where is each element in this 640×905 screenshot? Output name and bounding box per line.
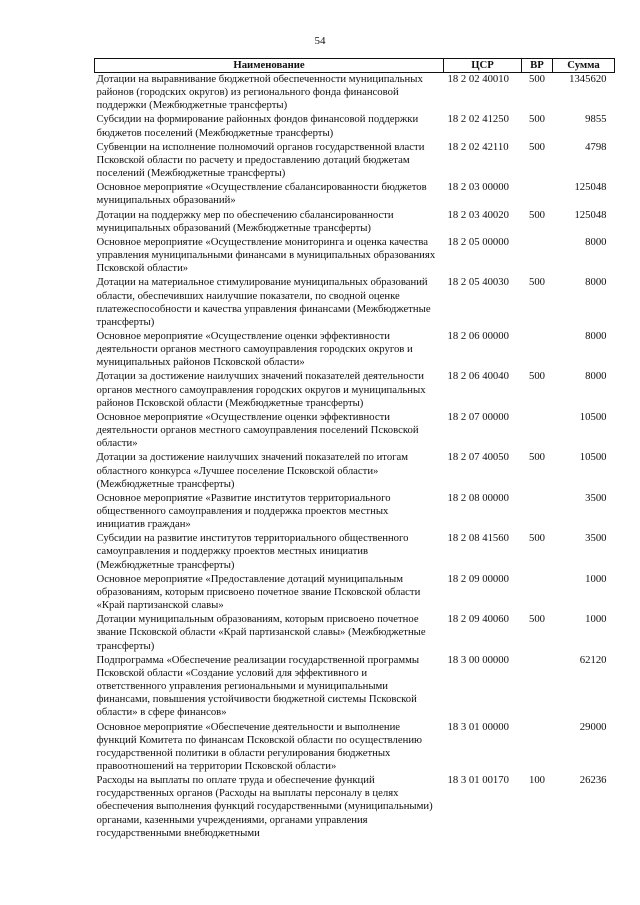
row-sum: 29000 [579,720,607,733]
row-code: 18 3 01 00170 [447,774,509,787]
row-name: Расходы на выплаты по оплате труда и обеспечение функций государственных органов (Расходы на выплаты персоналу в целях обеспечения выполнения функций государственными (муниципальными) органами, казенными учреждениями, органами управления государственными внебюджетными [96,774,433,839]
table-row [95,113,615,140]
row-name: Основное мероприятие «Осуществление оценки эффективности деятельности органов местного самоуправления поселений Псковской области» [96,410,419,450]
row-code: 18 2 09 00000 [447,572,509,585]
page-number: 54 [314,35,326,47]
row-vr: 500 [528,370,546,383]
row-sum: 62120 [579,653,607,666]
row-sum: 10500 [579,410,607,423]
row-vr: 500 [528,208,546,221]
row-code: 18 2 02 41250 [447,113,509,126]
row-name: Дотации за достижение наилучших значений показателей по итогам областного конкурса «Лучшее поселение Псковской области» (Межбюджетные трансферты) [96,451,409,490]
row-vr: 500 [528,113,546,126]
row-name: Субвенции на исполнение полномочий органов государственной власти Псковской области по расчету и предоставлению дотаций бюджетам поселений (Межбюджетные трансферты) [96,140,425,180]
table-header-row [95,59,615,73]
table-body [95,73,615,841]
row-name: Основное мероприятие «Развитие институтов территориального общественного самоуправления и поддержка проектов местных инициатив граждан» [96,491,391,531]
row-name: Основное мероприятие «Обеспечение деятельности и выполнение функций Комитета по финансам Псковской области по осуществлению государственной политики в области регулирования бюджетных правоотношений на территории Псковской области» [96,720,423,772]
table-row [95,181,615,208]
row-sum: 3500 [585,491,607,504]
row-vr [522,181,553,208]
row-code: 18 2 02 40010 [447,73,509,85]
row-name: Дотации на поддержку мер по обеспечению сбалансированности муниципальных образований (Межбюджетные трансферты) [96,208,394,234]
row-sum: 10500 [579,451,607,464]
row-code: 18 3 01 00000 [447,720,509,733]
row-vr [522,654,553,721]
row-sum: 1000 [585,572,607,585]
column-header-vr: ВР [522,59,553,73]
row-sum: 8000 [585,329,607,342]
row-sum: 8000 [585,276,607,289]
row-code: 18 2 05 40030 [447,276,509,289]
row-name: Основное мероприятие «Предоставление дотаций муниципальным образованиям, которым присвоено почетное звание Псковской области «Край партизанской славы» [96,572,421,612]
row-code: 18 2 07 00000 [447,410,509,423]
row-sum: 1000 [585,613,607,626]
row-name: Дотации на выравнивание бюджетной обеспеченности муниципальных районов (городских округов) из регионального фонда финансовой поддержки (Межбюджетные трансферты) [96,73,423,112]
table-row [95,370,615,410]
row-vr: 500 [528,140,546,153]
row-code: 18 3 00 00000 [447,653,509,666]
row-vr: 100 [528,774,546,787]
table-row [95,276,615,330]
row-name: Дотации муниципальным образованиям, которым присвоено почетное звание Псковской области «Край партизанской славы» (Межбюджетные трансферты) [96,613,426,652]
row-name: Дотации за достижение наилучших значений показателей деятельности органов местного самоуправления городских округов и муниципальных районов Псковской области (Межбюджетные трансферты) [96,370,426,409]
row-vr [522,411,553,451]
row-name: Субсидии на формирование районных фондов финансовой поддержки бюджетов поселений (Межбюджетные трансферты) [96,113,419,139]
table-row [95,141,615,181]
row-vr: 500 [528,532,546,545]
row-name: Субсидии на развитие институтов территориального общественного самоуправления и поддержку проектов местных инициатив (Межбюджетные трансферты) [96,532,409,571]
column-header-code: ЦСР [444,59,522,73]
row-code: 18 2 02 42110 [447,140,509,153]
table-row [95,451,615,491]
row-sum: 3500 [585,532,607,545]
table-row [95,330,615,370]
table-row [95,492,615,532]
row-name: Подпрограмма «Обеспечение реализации государственной программы Псковской области «Создание условий для эффективного и ответственного управления региональными и муниципальными финансами, повышения устойчивости бюджетной системы Псковской области» в сфере финансов» [96,653,420,719]
row-name: Дотации на материальное стимулирование муниципальных образований области, обеспечивших наилучшие показатели, по сводной оценке платежеспособности и качества управления финансами (Межбюджетные трансферты) [96,276,431,328]
table-row [95,721,615,775]
row-sum: 9855 [585,113,607,126]
row-name: Основное мероприятие «Осуществление мониторинга и оценка качества управления муниципальными финансами в муниципальных образованиях Псковской области» [96,235,436,275]
row-code: 18 2 03 40020 [447,208,509,221]
row-vr: 500 [528,451,546,464]
row-code: 18 2 09 40060 [447,613,509,626]
row-code: 18 2 03 00000 [447,181,509,194]
row-vr [522,492,553,532]
column-header-name: Наименование [95,59,444,73]
table-row [95,236,615,276]
row-sum: 125048 [574,208,607,221]
row-code: 18 2 06 00000 [447,329,509,342]
row-sum: 8000 [585,370,607,383]
row-code: 18 2 08 41560 [447,532,509,545]
row-code: 18 2 08 00000 [447,491,509,504]
row-vr [522,236,553,276]
row-sum: 125048 [574,181,607,194]
table-row [95,73,615,114]
row-vr: 500 [528,613,546,626]
row-vr: 500 [528,73,546,85]
table-row [95,654,615,721]
row-code: 18 2 05 00000 [447,235,509,248]
row-name: Основное мероприятие «Осуществление сбалансированности бюджетов муниципальных образований» [96,181,427,207]
row-vr [522,330,553,370]
row-code: 18 2 07 40050 [447,451,509,464]
column-header-sum: Сумма [553,59,615,73]
row-sum: 4798 [585,140,607,153]
row-sum: 8000 [585,235,607,248]
row-vr: 500 [528,276,546,289]
budget-table [94,58,615,841]
row-code: 18 2 06 40040 [447,370,509,383]
table-row [95,613,615,653]
row-vr [522,721,553,775]
table-row [95,532,615,572]
table-row [95,209,615,236]
table-row [95,411,615,451]
row-sum: 1345620 [569,73,607,85]
table-row [95,573,615,613]
row-vr [522,573,553,613]
row-sum: 26236 [579,774,607,787]
row-name: Основное мероприятие «Осуществление оценки эффективности деятельности органов местного самоуправления городских округов и муниципальных районов Псковской области» [96,329,413,369]
table-row [95,774,615,841]
